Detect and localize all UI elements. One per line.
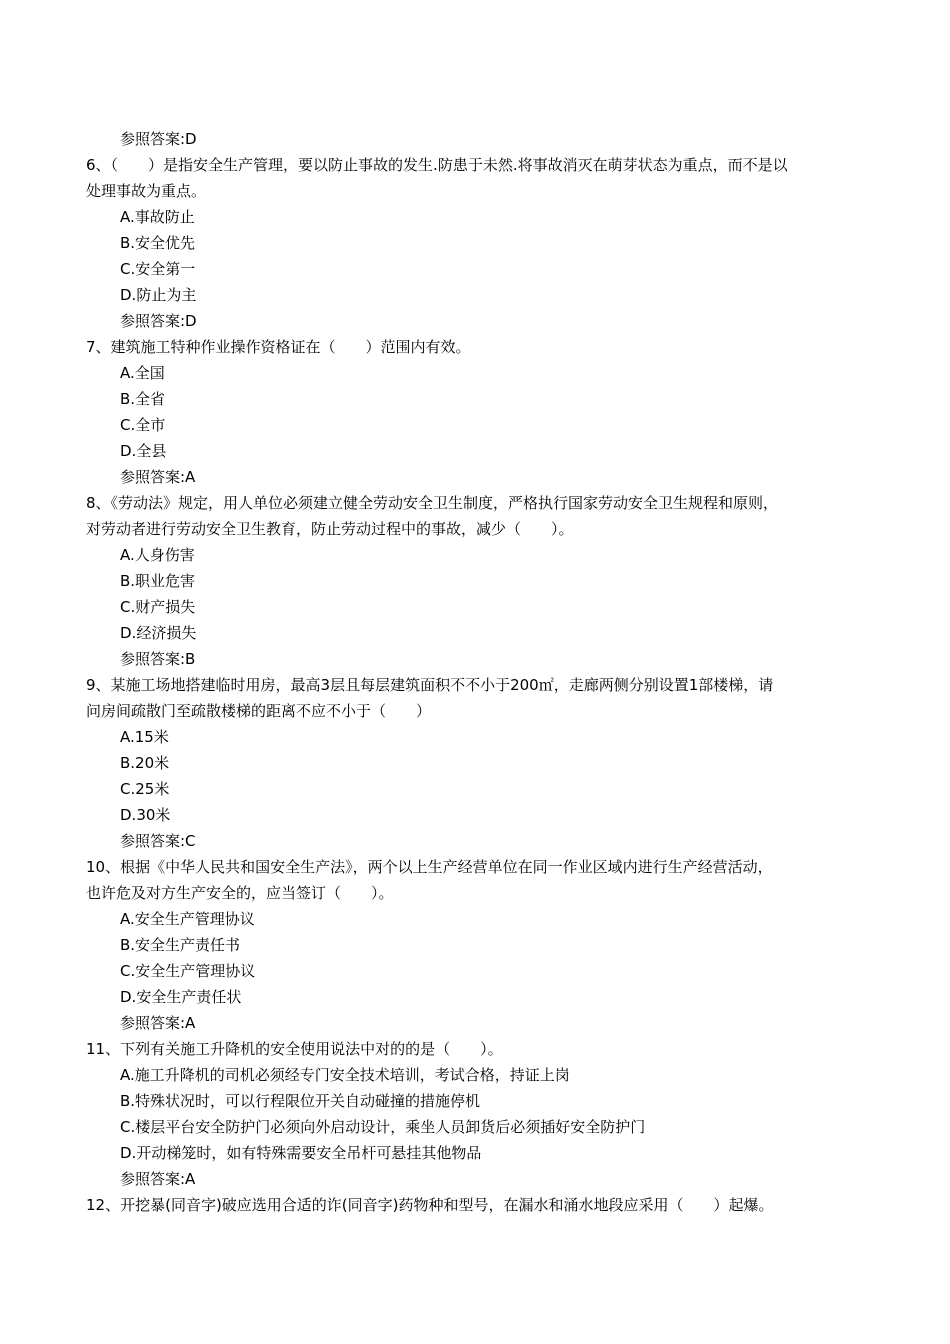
option-item: D.经济损失 (120, 624, 197, 642)
question-block (0, 334, 950, 490)
option-item: C.安全生产管理协议 (120, 962, 256, 980)
option-item: C.全市 (120, 416, 166, 434)
question-text: 8、《劳动法》规定，用人单位必须建立健全劳动安全卫生制度，严格执行国家劳动安全卫生规程和原则， (86, 494, 779, 512)
option-item: C.财产损失 (120, 598, 196, 616)
question-block (0, 672, 950, 854)
question-text: 问房间疏散门至疏散楼梯的距离不应不小于（ ） (86, 702, 432, 720)
question-text: 11、下列有关施工升降机的安全使用说法中对的的是（ ）。 (86, 1040, 503, 1058)
question-text: 7、建筑施工特种作业操作资格证在（ ）范围内有效。 (86, 338, 471, 356)
question-text: 6、（ ）是指安全生产管理，要以防止事故的发生.防患于未然.将事故消灭在萌芽状态为重点，而不是以 (86, 156, 788, 174)
option-item: B.安全生产责任书 (120, 936, 241, 954)
question-text: 也许危及对方生产安全的，应当签订（ ）。 (86, 884, 394, 902)
option-item: B.安全优先 (120, 234, 196, 252)
option-item: D.全县 (120, 442, 167, 460)
answer-line: 参照答案:D (120, 130, 197, 148)
option-item: C.25米 (120, 780, 170, 798)
option-item: D.30米 (120, 806, 171, 824)
option-item: A.15米 (120, 728, 169, 746)
question-list (0, 152, 950, 1218)
option-item: B.20米 (120, 754, 170, 772)
question-block (0, 152, 950, 334)
option-item: A.人身伤害 (120, 546, 195, 564)
question-block (0, 1036, 950, 1192)
question-text: 10、根据《中华人民共和国安全生产法》，两个以上生产经营单位在同一作业区域内进行生产经营活动， (86, 858, 773, 876)
question-block (0, 490, 950, 672)
option-item: B.特殊状况时，可以行程限位开关自动碰撞的措施停机 (120, 1092, 481, 1110)
question-text: 9、某施工场地搭建临时用房，最高3层且每层建筑面积不不小于200㎡，走廊两侧分别设置1部楼梯，请 (86, 676, 774, 694)
option-item: D.安全生产责任状 (120, 988, 242, 1006)
question-text: 对劳动者进行劳动安全卫生教育，防止劳动过程中的事故，减少（ ）。 (86, 520, 574, 538)
answer-line: 参照答案:A (120, 1170, 196, 1188)
answer-line: 参照答案:A (120, 1014, 196, 1032)
option-item: D.开动梯笼时，如有特殊需要安全吊杆可悬挂其他物品 (120, 1144, 482, 1162)
option-item: A.全国 (120, 364, 165, 382)
option-item: D.防止为主 (120, 286, 197, 304)
option-item: A.安全生产管理协议 (120, 910, 255, 928)
question-block (0, 854, 950, 1036)
option-item: B.全省 (120, 390, 166, 408)
option-item: A.事故防止 (120, 208, 195, 226)
question-text: 12、开挖暴(同音字)破应选用合适的诈(同音字)药物种和型号，在漏水和涌水地段应采用（ ）起爆。 (86, 1196, 774, 1214)
document-body (0, 126, 950, 1218)
question-text: 处理事故为重点。 (86, 182, 207, 200)
answer-line: 参照答案:A (120, 468, 196, 486)
option-item: B.职业危害 (120, 572, 196, 590)
answer-line: 参照答案:B (120, 650, 196, 668)
option-item: C.安全第一 (120, 260, 196, 278)
option-item: A.施工升降机的司机必须经专门安全技术培训，考试合格，持证上岗 (120, 1066, 570, 1084)
option-item: C.楼层平台安全防护门必须向外启动设计，乘坐人员卸货后必须插好安全防护门 (120, 1118, 646, 1136)
answer-line: 参照答案:C (120, 832, 196, 850)
answer-line: 参照答案:D (120, 312, 197, 330)
question-block (0, 1192, 950, 1218)
